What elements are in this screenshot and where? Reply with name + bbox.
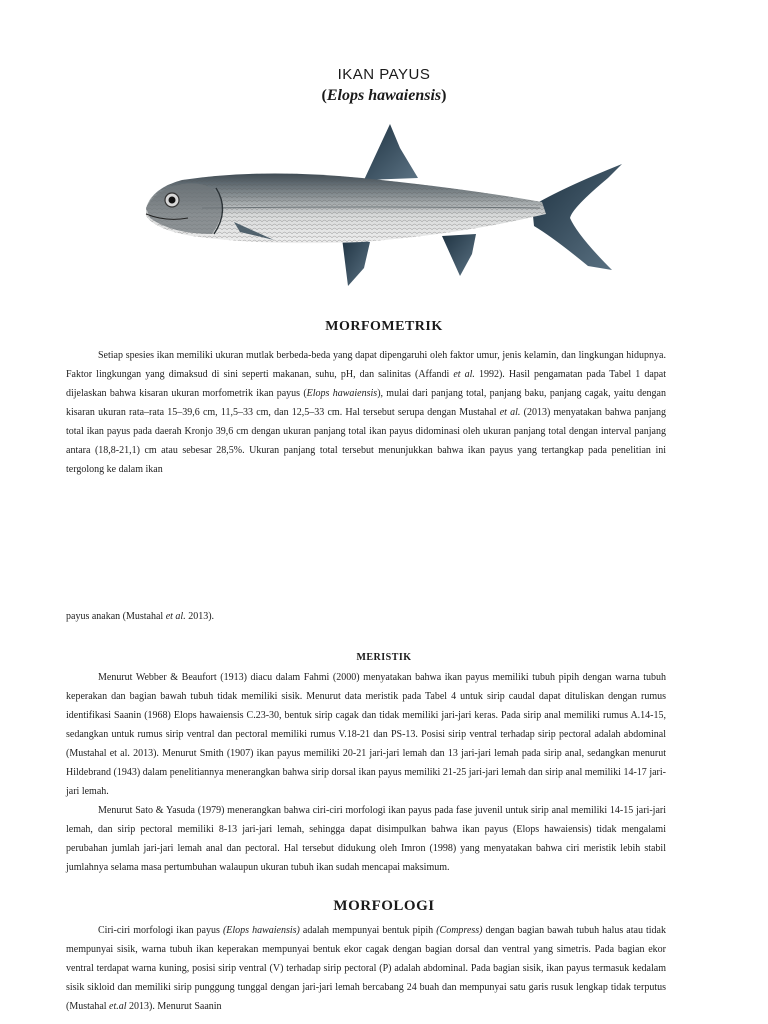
subtitle-close-paren: ) [441,87,447,104]
species-name: Elops hawaiensis [326,87,442,104]
fish-illustration [142,118,632,290]
section-heading-morfometrik: MORFOMETRIK [325,319,443,334]
dorsal-fin [364,124,418,180]
anal-fin [442,234,476,276]
paragraph-meristik-2: Menurut Sato & Yasuda (1979) menerangkan bahwa ciri-ciri morfologi ikan payus pada fase juvenil untuk sirip anal memiliki 14-15 jari-jari lemah, dan sirip pectoral memiliki 8-13 jari-jari lemah, sehingga dapat disimpulkan bahwa ikan payus (Elops hawaiensis) tidak mengalami perubahan jumlah jari-jari lemah anal dan pectoral. Hal tersebut didukung oleh Imron (1998) yang menyatakan bahwa ciri meristik lebih stabil jumlahnya selama masa pertumbuhan walaupun ukuran tubuh ikan sudah mencapai maksimum. [66,805,666,873]
section-heading-meristik: MERISTIK [356,652,412,663]
paragraph-meristik-1: Menurut Webber & Beaufort (1913) diacu dalam Fahmi (2000) menyatakan bahwa ikan payus memiliki tubuh pipih dengan warna tubuh keperakan dan bagian bawah tubuh tidak memiliki sisik. Menurut data meristik pada Tabel 4 untuk sirip caudal dapat dituliskan dengan rumus identifikasi Saanin (1968) Elops hawaiensis C.23-30, bentuk sirip cagak dan tidak memiliki jari-jari keras. Pada sirip anal memiliki rumus A.14-15, sedangkan untuk rumus sirip ventral dan pectoral memiliki rumus V.18-21 dan PS-13. Posisi sirip ventral terhadap sirip pectoral adalah abdominal (Mustahal et al. 2013). Menurut Smith (1907) ikan payus memiliki 20-21 jari-jari lemah dan 13 jari-jari lemah pada sirip anal, sedangkan menurut Hildebrand (1943) dalam penelitiannya menerangkan bahwa sirip dorsal ikan payus memiliki 21-25 jari-jari lemah dan sirip anal memiliki 14-17 jari-jari lemah. [66,672,666,797]
subtitle-open-paren: ( [321,87,327,104]
page-title: IKAN PAYUS [337,66,431,83]
section-heading-morfologi: MORFOLOGI [333,898,435,914]
pelvic-fin [342,238,370,286]
page-subtitle [0,87,768,105]
paragraph-morfometrik-continued: payus anakan (Mustahal et al. 2013). [66,611,215,622]
paragraph-morfometrik: Setiap spesies ikan memiliki ukuran mutlak berbeda-beda yang dapat dipengaruhi oleh faktor umur, jenis kelamin, dan lingkungan hidupnya. Faktor lingkungan yang dimaksud di sini seperti makanan, suhu, pH, dan salinitas (Affandi et al. 1992). Hasil pengamatan pada Tabel 1 dapat dijelaskan bahwa kisaran ukuran morfometrik ikan payus (Elops hawaiensis), mulai dari panjang total, panjang baku, panjang cagak, yaitu dengan kisaran ukuran rata–rata 15–39,6 cm, 11,5–33 cm, dan 12,5–33 cm. Hal tersebut serupa dengan Mustahal et al. (2013) menyatakan bahwa panjang total ikan payus pada daerah Kronjo 39,6 cm dengan ukuran panjang total ikan payus didominasi oleh ukuran panjang total dengan interval panjang antara (18,8-21,1) cm atau sebesar 28,5%. Ukuran panjang total tersebut menunjukkan bahwa ikan payus yang tertangkap pada penelitian ini tergolong ke dalam ikan [66,350,666,475]
paragraph-morfologi: Ciri-ciri morfologi ikan payus (Elops hawaiensis) adalah mempunyai bentuk pipih (Compress) dengan bagian bawah tubuh halus atau tidak mempunyai sisik, warna tubuh ikan keperakan mempunyai bentuk ekor cagak dengan bagian dorsal dan ventral yang simetris. Pada bagian ekor ventral terdapat warna kuning, posisi sirip ventral (V) terhadap sirip pectoral (P) adalah abdominal. Pada bagian sisik, ikan payus termasuk kedalam sisik sikloid dan memiliki sirip punggung tunggal dengan jari-jari lemah bercabang 24 buah dan mempunyai satu garis rusuk lengkap tidak terputus (Mustahal et.al 2013). Menurut Saanin [66,925,666,1012]
tail-fin [532,164,622,270]
fish-head [146,183,223,234]
